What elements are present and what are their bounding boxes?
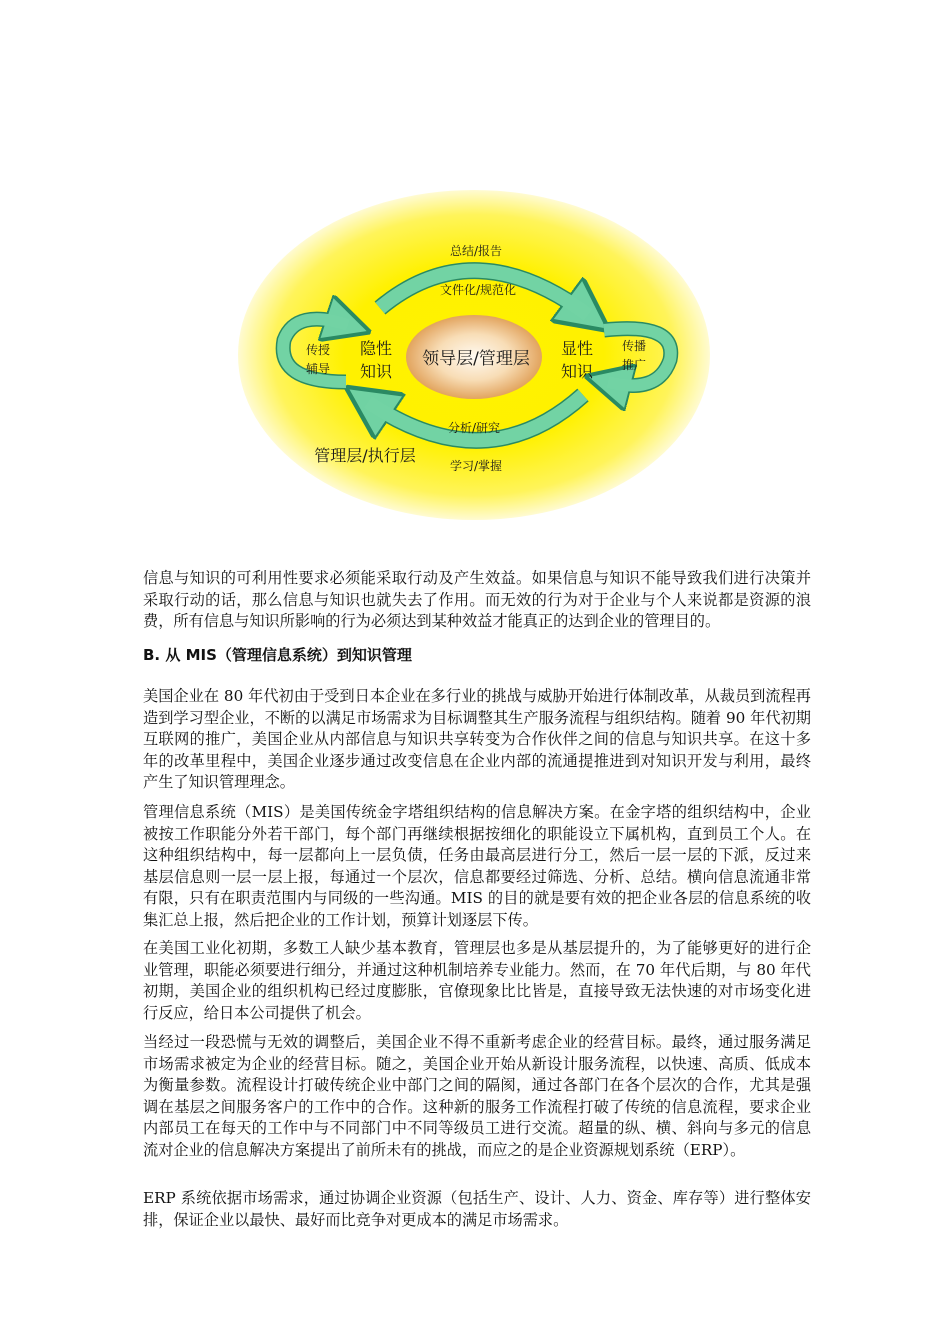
outer-layer-label: 管理层/执行层 bbox=[314, 446, 416, 465]
right-node-line1: 显性 bbox=[560, 339, 594, 358]
knowledge-management-diagram bbox=[238, 190, 710, 520]
paragraph-history: 美国企业在 80 年代初由于受到日本企业在多行业的挑战与威胁开始进行体制改革，从裁员到流程再造到学习型企业，不断的以满足市场需求为目标调整其生产服务流程与组织结构。随着 90 年代初期互联网的推广，美国企业从内部信息与知识共享转变为合作伙伴之间的信息与知识共享。在这十多年的改革里程中，美国企业逐步通过改变信息在企业内部的流通提推进到对知识开发与利用，最终产生了知识管理理念。 bbox=[143, 687, 811, 792]
left-loop-line1: 传授 bbox=[305, 343, 331, 357]
bottom-inner-label: 分析/研究 bbox=[447, 421, 501, 435]
center-label: 领导层/管理层 bbox=[422, 349, 530, 369]
section-heading: B. 从 MIS（管理信息系统）到知识管理 bbox=[143, 646, 412, 664]
bottom-outer-label: 学习/掌握 bbox=[449, 459, 503, 473]
paragraph-erp: ERP 系统依据市场需求，通过协调企业资源（包括生产、设计、人力、资金、库存等）进行整体安排，保证企业以最快、最好而比竞争对更成本的满足市场需求。 bbox=[143, 1189, 811, 1229]
right-node-line2: 知识 bbox=[560, 362, 594, 381]
top-inner-label: 文件化/规范化 bbox=[439, 283, 517, 297]
left-loop-line2: 辅导 bbox=[305, 362, 331, 376]
paragraph-service: 当经过一段恐慌与无效的调整后，美国企业不得不重新考虑企业的经营目标。最终，通过服务满足市场需求被定为企业的经营目标。随之，美国企业开始从新设计服务流程，以快速、高质、低成本为衡量参数。流程设计打破传统企业中部门之间的隔阂，通过各部门在各个层次的合作，尤其是强调在基层之间服务客户的工作中的合作。这种新的服务工作流程打破了传统的信息流程，要求企业内部员工在每天的工作中与不同部门中不同等级员工进行交流。超量的纵、横、斜向与多元的信息流对企业的信息解决方案提出了前所未有的挑战，而应之的是企业资源规划系统（ERP）。 bbox=[143, 1033, 811, 1159]
right-loop-line1: 传播 bbox=[621, 339, 647, 353]
left-node-line1: 隐性 bbox=[359, 339, 393, 358]
paragraph-intro: 信息与知识的可利用性要求必须能采取行动及产生效益。如果信息与知识不能导致我们进行决策并采取行动的话，那么信息与知识也就失去了作用。而无效的行为对于企业与个人来说都是资源的浪费，所有信息与知识所影响的行为必须达到某种效益才能真正的达到企业的管理目的。 bbox=[143, 569, 811, 631]
right-loop-line2: 推广 bbox=[621, 358, 647, 372]
paragraph-mis: 管理信息系统（MIS）是美国传统金字塔组织结构的信息解决方案。在金字塔的组织结构中，企业被按工作职能分外若干部门，每个部门再继续根据按细化的职能设立下属机构，直到员工个人。在这种组织结构中，每一层都向上一层负债，任务由最高层进行分工，然后一层一层的下派，反过来基层信息则一层一层上报，每通过一个层次，信息都要经过筛选、分析、总结。横向信息流通非常有限，只有在职责范围内与同级的一些沟通。MIS 的目的就是要有效的把企业各层的信息系统的收集汇总上报，然后把企业的工作计划，预算计划逐层下传。 bbox=[143, 803, 811, 929]
left-node-line2: 知识 bbox=[359, 362, 393, 381]
paragraph-industrial: 在美国工业化初期，多数工人缺少基本教育，管理层也多是从基层提升的，为了能够更好的进行企业管理，职能必须要进行细分，并通过这种机制培养专业能力。然而，在 70 年代后期，与 80 年代初期，美国企业的组织机构已经过度膨胀，官僚现象比比皆是，直接导致无法快速的对市场变化进行反应，给日本公司提供了机会。 bbox=[143, 939, 811, 1022]
top-outer-label: 总结/报告 bbox=[449, 244, 503, 258]
